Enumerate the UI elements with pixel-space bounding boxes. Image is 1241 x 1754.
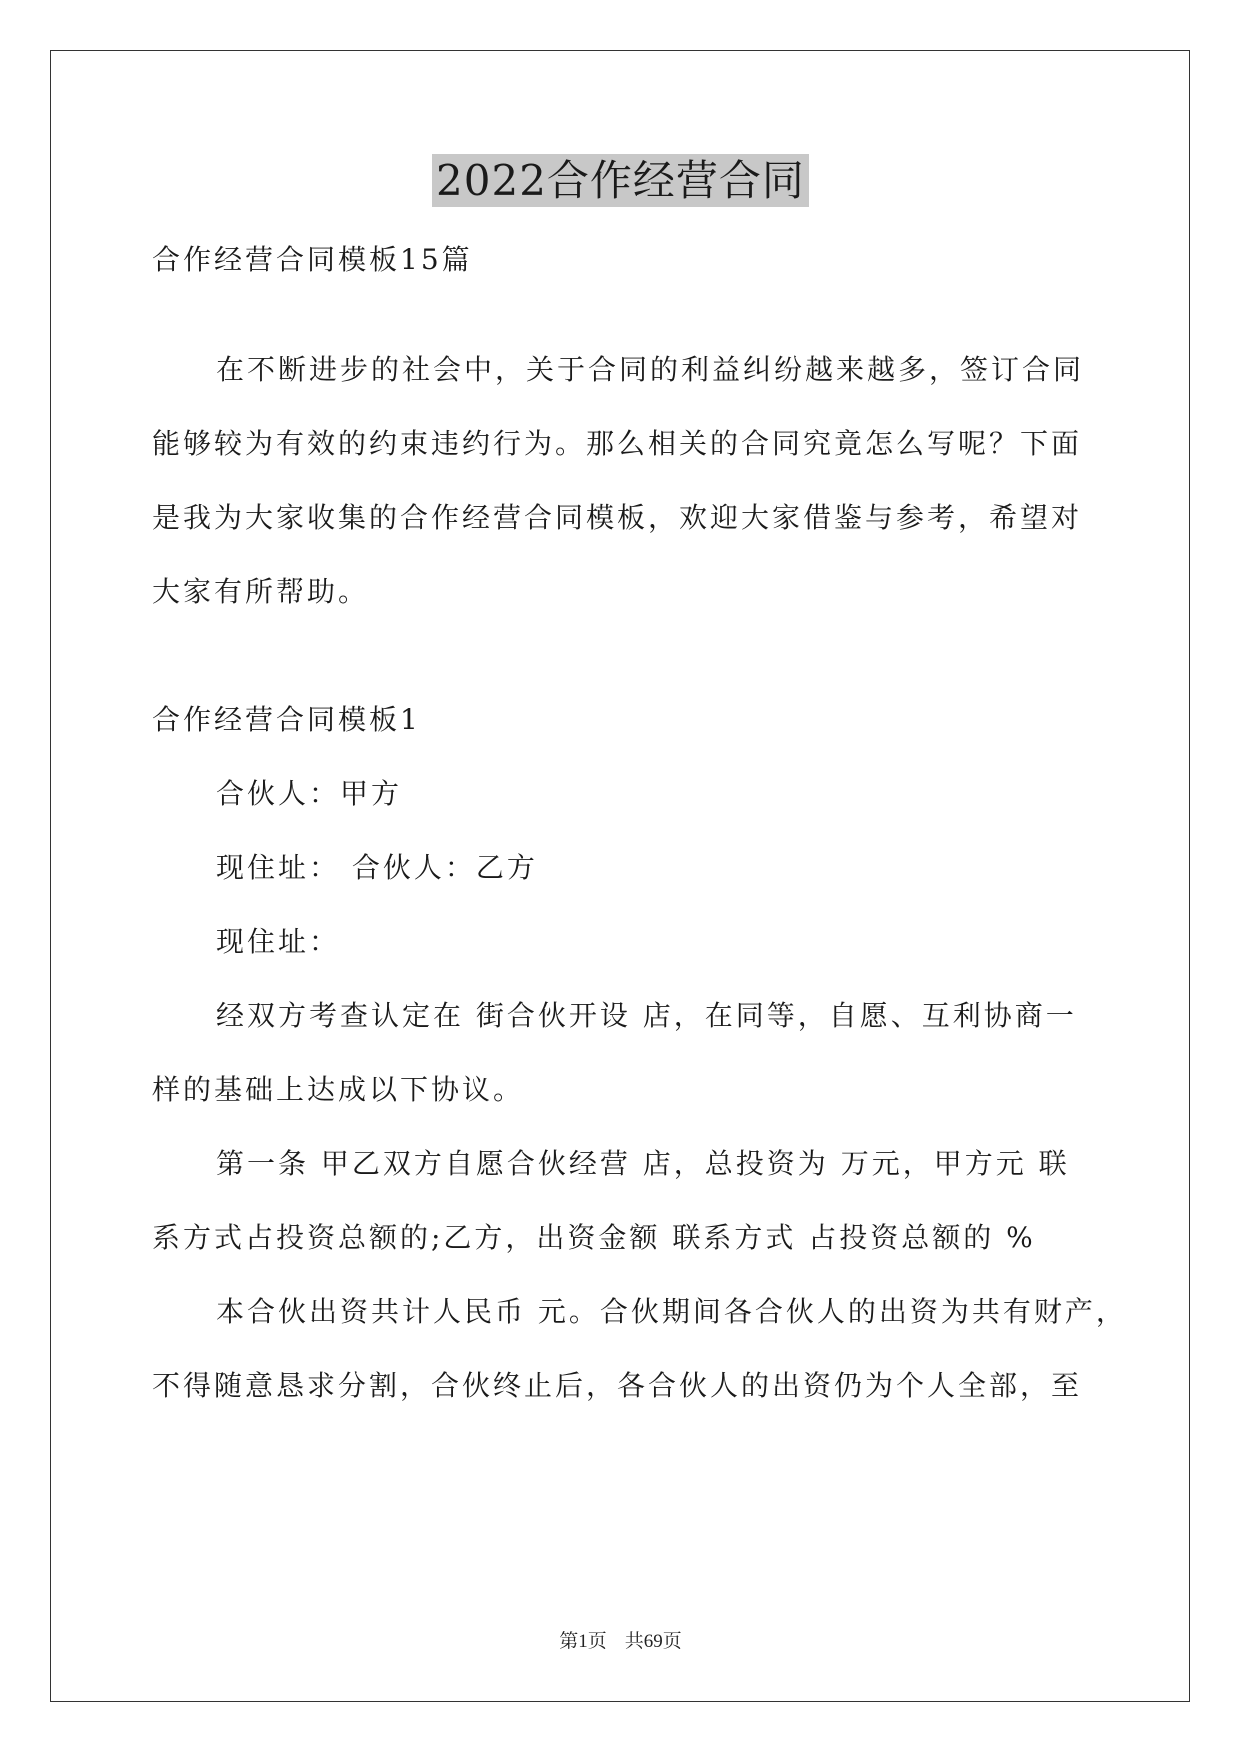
paragraph-line: 不得随意恳求分割，合伙终止后，各合伙人的出资仍为个人全部，至 <box>152 1369 1083 1402</box>
paragraph-line: 样的基础上达成以下协议。 <box>152 1073 525 1106</box>
paragraph-line: 现住址： 合伙人：乙方 <box>216 851 538 884</box>
document-subtitle: 合作经营合同模板15篇 <box>152 243 473 276</box>
paragraph-line: 能够较为有效的约束违约行为。那么相关的合同究竟怎么写呢？下面 <box>152 427 1083 460</box>
paragraph-line: 现住址： <box>216 925 341 958</box>
paragraph-line: 是我为大家收集的合作经营合同模板，欢迎大家借鉴与参考，希望对 <box>152 501 1083 534</box>
page-total: 共69页 <box>624 1631 682 1652</box>
document-title-text: 2022合作经营合同 <box>432 154 809 207</box>
paragraph-line: 第一条 甲乙双方自愿合伙经营 店，总投资为 万元，甲方元 联 <box>216 1147 1070 1180</box>
paragraph-line: 经双方考查认定在 街合伙开设 店，在同等，自愿、互利协商一 <box>216 999 1077 1032</box>
document-title <box>0 154 1241 208</box>
page-footer <box>0 1630 1241 1654</box>
section-heading: 合作经营合同模板1 <box>152 703 421 736</box>
paragraph-line: 本合伙出资共计人民币 元。合伙期间各合伙人的出资为共有财产， <box>216 1295 1127 1328</box>
paragraph-line: 系方式占投资总额的;乙方，出资金额 联系方式 占投资总额的 % <box>152 1221 1036 1254</box>
paragraph-line: 在不断进步的社会中，关于合同的利益纠纷越来越多，签订合同 <box>216 353 1085 386</box>
paragraph-line: 合伙人：甲方 <box>216 777 403 810</box>
page-number: 第1页 <box>559 1631 607 1652</box>
paragraph-line: 大家有所帮助。 <box>152 575 370 608</box>
